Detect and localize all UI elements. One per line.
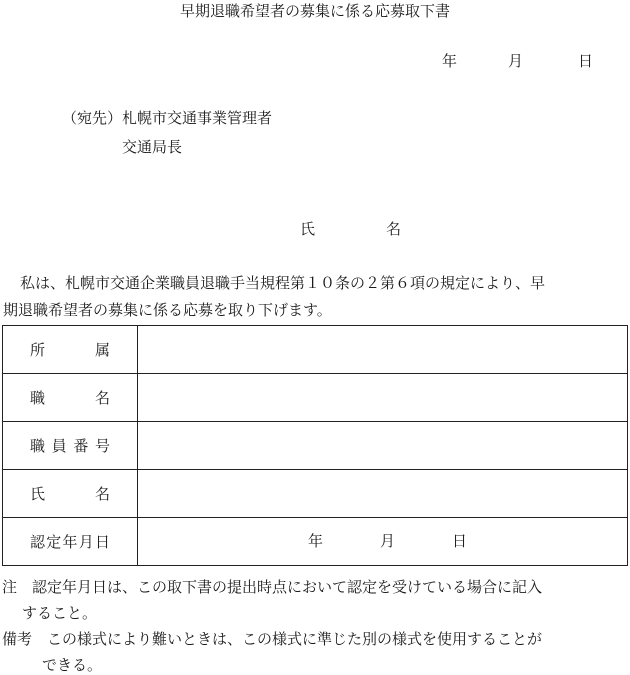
note-2-line-1: 備考 この様式により難いときは、この様式に準じた別の様式を使用することが <box>2 630 543 648</box>
addressee-line-2: 交通局長 <box>122 138 183 156</box>
body-text-line-1: 私は、札幌市交通企業職員退職手当規程第１０条の２第６項の規定により、早 <box>20 274 546 292</box>
employee-number-label: 職員番号 <box>3 422 138 470</box>
table-row-name <box>3 470 628 518</box>
certification-date-field[interactable] <box>138 518 628 566</box>
name-field[interactable] <box>138 470 628 518</box>
employee-number-field[interactable] <box>138 422 628 470</box>
table-row-affiliation <box>3 326 628 374</box>
table-row-certification-date <box>3 518 628 566</box>
cert-date-day-label: 日 <box>452 532 468 550</box>
table-row-job-title <box>3 374 628 422</box>
note-2-line-2: できる。 <box>42 656 103 674</box>
note-1-line-2: すること。 <box>22 604 98 622</box>
date-month-label: 月 <box>508 52 524 70</box>
applicant-info-table <box>2 325 628 566</box>
date-day-label: 日 <box>578 52 594 70</box>
applicant-mei-label: 名 <box>386 220 402 238</box>
date-year-label: 年 <box>442 52 458 70</box>
note-1-line-1: 注 認定年月日は、この取下書の提出時点において認定を受けている場合に記入 <box>2 578 543 596</box>
job-title-label: 職 名 <box>3 374 138 422</box>
name-label: 氏 名 <box>3 470 138 518</box>
cert-date-year-label: 年 <box>308 532 324 550</box>
table-row-employee-number <box>3 422 628 470</box>
certification-date-label: 認定年月日 <box>3 518 138 566</box>
body-text-line-2: 期退職希望者の募集に係る応募を取り下げます。 <box>3 301 332 319</box>
document-title: 早期退職希望者の募集に係る応募取下書 <box>179 2 450 20</box>
addressee-line-1: （宛先）札幌市交通事業管理者 <box>62 109 273 127</box>
cert-date-month-label: 月 <box>380 532 396 550</box>
affiliation-field[interactable] <box>138 326 628 374</box>
job-title-field[interactable] <box>138 374 628 422</box>
affiliation-label: 所 属 <box>3 326 138 374</box>
applicant-shi-label: 氏 <box>300 220 316 238</box>
